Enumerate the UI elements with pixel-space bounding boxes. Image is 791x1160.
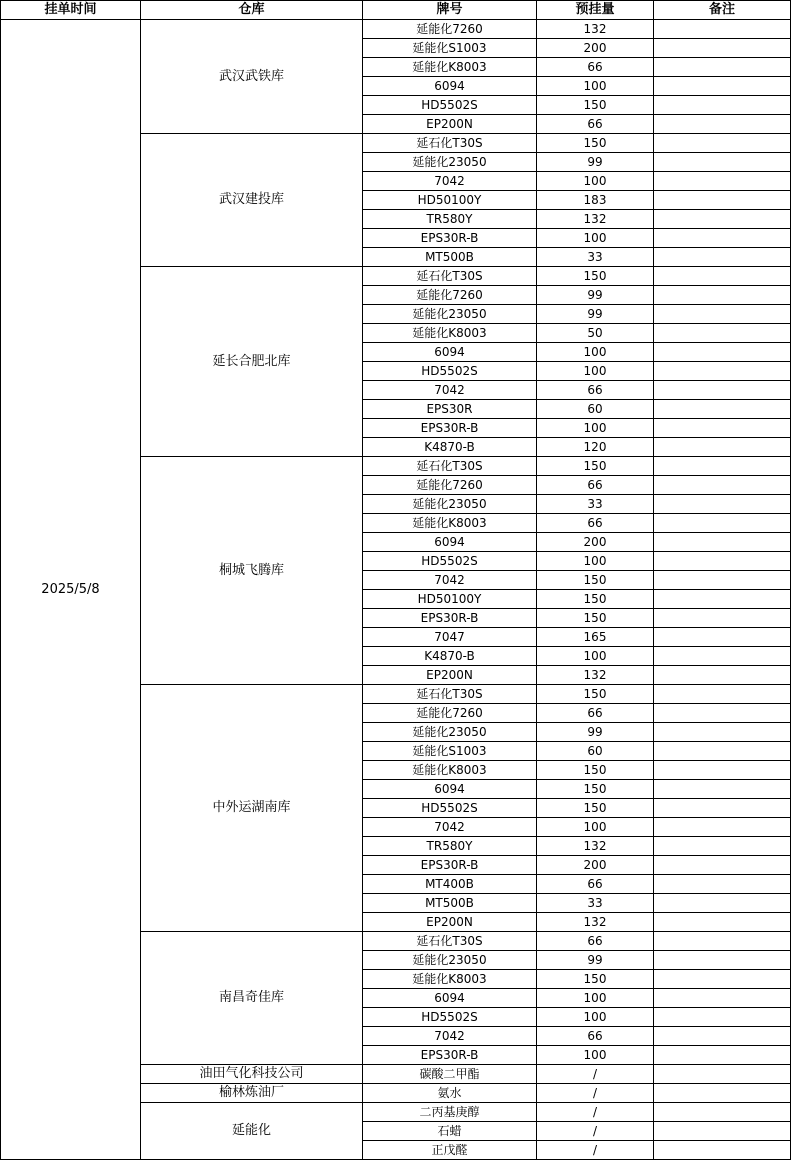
grade-cell[interactable]: 6094 <box>363 343 537 362</box>
quantity-cell[interactable]: 150 <box>537 685 654 704</box>
remark-cell[interactable] <box>654 742 791 761</box>
grade-cell[interactable]: HD5502S <box>363 96 537 115</box>
quantity-cell[interactable]: 33 <box>537 894 654 913</box>
grade-cell[interactable]: TR580Y <box>363 837 537 856</box>
grade-cell[interactable]: 延石化T30S <box>363 685 537 704</box>
grade-cell[interactable]: 7042 <box>363 818 537 837</box>
quantity-cell[interactable]: 150 <box>537 134 654 153</box>
quantity-cell[interactable]: 150 <box>537 267 654 286</box>
grade-cell[interactable]: EP200N <box>363 913 537 932</box>
quantity-cell[interactable]: 120 <box>537 438 654 457</box>
grade-cell[interactable]: 延石化T30S <box>363 267 537 286</box>
grade-cell[interactable]: HD5502S <box>363 552 537 571</box>
quantity-cell[interactable]: 100 <box>537 172 654 191</box>
remark-cell[interactable] <box>654 1122 791 1141</box>
grade-cell[interactable]: 延石化T30S <box>363 134 537 153</box>
quantity-cell[interactable]: 150 <box>537 96 654 115</box>
remark-cell[interactable] <box>654 172 791 191</box>
warehouse-cell[interactable]: 武汉建投库 <box>141 134 363 267</box>
remark-cell[interactable] <box>654 1046 791 1065</box>
remark-cell[interactable] <box>654 39 791 58</box>
remark-cell[interactable] <box>654 989 791 1008</box>
grade-cell[interactable]: HD5502S <box>363 362 537 381</box>
grade-cell[interactable]: 6094 <box>363 780 537 799</box>
quantity-cell[interactable]: 66 <box>537 704 654 723</box>
remark-cell[interactable] <box>654 267 791 286</box>
warehouse-cell[interactable]: 南昌奇佳库 <box>141 932 363 1065</box>
grade-cell[interactable]: EPS30R-B <box>363 229 537 248</box>
grade-cell[interactable]: 6094 <box>363 533 537 552</box>
quantity-cell[interactable]: / <box>537 1084 654 1103</box>
grade-cell[interactable]: 延能化7260 <box>363 476 537 495</box>
grade-cell[interactable]: 7042 <box>363 1027 537 1046</box>
quantity-cell[interactable]: 150 <box>537 761 654 780</box>
remark-cell[interactable] <box>654 438 791 457</box>
grade-cell[interactable]: 延能化23050 <box>363 951 537 970</box>
quantity-cell[interactable]: 99 <box>537 305 654 324</box>
grade-cell[interactable]: K4870-B <box>363 438 537 457</box>
remark-cell[interactable] <box>654 913 791 932</box>
quantity-cell[interactable]: / <box>537 1141 654 1160</box>
quantity-cell[interactable]: 100 <box>537 229 654 248</box>
grade-cell[interactable]: 延能化7260 <box>363 286 537 305</box>
grade-cell[interactable]: 7042 <box>363 381 537 400</box>
quantity-cell[interactable]: 100 <box>537 1008 654 1027</box>
header-row <box>1 1 791 20</box>
warehouse-cell[interactable]: 桐城飞腾库 <box>141 457 363 685</box>
remark-cell[interactable] <box>654 571 791 590</box>
quantity-cell[interactable]: 66 <box>537 932 654 951</box>
quantity-cell[interactable]: 150 <box>537 457 654 476</box>
table-body <box>1 20 791 1160</box>
remark-cell[interactable] <box>654 647 791 666</box>
grade-cell[interactable]: 延能化23050 <box>363 495 537 514</box>
grade-cell[interactable]: 6094 <box>363 77 537 96</box>
remark-cell[interactable] <box>654 210 791 229</box>
grade-cell[interactable]: 延能化7260 <box>363 704 537 723</box>
quantity-cell[interactable]: 33 <box>537 495 654 514</box>
remark-cell[interactable] <box>654 1065 791 1084</box>
quantity-cell[interactable]: 150 <box>537 780 654 799</box>
grade-cell[interactable]: HD50100Y <box>363 191 537 210</box>
grade-cell[interactable]: 7042 <box>363 571 537 590</box>
quantity-cell[interactable]: 183 <box>537 191 654 210</box>
quantity-cell[interactable]: 200 <box>537 533 654 552</box>
grade-cell[interactable]: MT500B <box>363 894 537 913</box>
quantity-cell[interactable]: 200 <box>537 856 654 875</box>
grade-cell[interactable]: EPS30R-B <box>363 856 537 875</box>
remark-cell[interactable] <box>654 704 791 723</box>
quantity-cell[interactable]: 50 <box>537 324 654 343</box>
grade-cell[interactable]: 延能化7260 <box>363 20 537 39</box>
quantity-cell[interactable]: 66 <box>537 514 654 533</box>
warehouse-cell[interactable]: 武汉武铁库 <box>141 20 363 134</box>
grade-cell[interactable]: MT500B <box>363 248 537 267</box>
warehouse-cell[interactable]: 榆林炼油厂 <box>141 1084 363 1103</box>
quantity-cell[interactable]: 200 <box>537 39 654 58</box>
grade-cell[interactable]: EPS30R-B <box>363 609 537 628</box>
quantity-cell[interactable]: 150 <box>537 609 654 628</box>
quantity-cell[interactable]: 100 <box>537 419 654 438</box>
grade-cell[interactable]: 石蜡 <box>363 1122 537 1141</box>
quantity-cell[interactable]: / <box>537 1122 654 1141</box>
quantity-cell[interactable]: 100 <box>537 647 654 666</box>
remark-cell[interactable] <box>654 495 791 514</box>
grade-cell[interactable]: 二丙基庚醇 <box>363 1103 537 1122</box>
quantity-cell[interactable]: 66 <box>537 1027 654 1046</box>
grade-cell[interactable]: HD50100Y <box>363 590 537 609</box>
quantity-cell[interactable]: 60 <box>537 742 654 761</box>
remark-cell[interactable] <box>654 818 791 837</box>
grade-cell[interactable]: 6094 <box>363 989 537 1008</box>
remark-cell[interactable] <box>654 419 791 438</box>
grade-cell[interactable]: 氨水 <box>363 1084 537 1103</box>
grade-cell[interactable]: HD5502S <box>363 1008 537 1027</box>
quantity-cell[interactable]: 66 <box>537 381 654 400</box>
grade-cell[interactable]: EP200N <box>363 115 537 134</box>
quantity-cell[interactable]: 99 <box>537 951 654 970</box>
header-quantity[interactable]: 预挂量 <box>537 1 654 20</box>
quantity-cell[interactable]: 132 <box>537 210 654 229</box>
header-remark[interactable]: 备注 <box>654 1 791 20</box>
grade-cell[interactable]: 7042 <box>363 172 537 191</box>
grade-cell[interactable]: 延能化K8003 <box>363 514 537 533</box>
remark-cell[interactable] <box>654 400 791 419</box>
quantity-cell[interactable]: 165 <box>537 628 654 647</box>
table-row <box>1 20 791 39</box>
header-grade[interactable]: 牌号 <box>363 1 537 20</box>
grade-cell[interactable]: 延石化T30S <box>363 457 537 476</box>
grade-cell[interactable]: 延能化S1003 <box>363 39 537 58</box>
grade-cell[interactable]: 延能化K8003 <box>363 970 537 989</box>
quantity-cell[interactable]: 150 <box>537 590 654 609</box>
quantity-cell[interactable]: 132 <box>537 666 654 685</box>
remark-cell[interactable] <box>654 628 791 647</box>
quantity-cell[interactable]: 100 <box>537 552 654 571</box>
remark-cell[interactable] <box>654 856 791 875</box>
remark-cell[interactable] <box>654 875 791 894</box>
remark-cell[interactable] <box>654 837 791 856</box>
remark-cell[interactable] <box>654 590 791 609</box>
remark-cell[interactable] <box>654 134 791 153</box>
grade-cell[interactable]: EPS30R-B <box>363 419 537 438</box>
remark-cell[interactable] <box>654 1103 791 1122</box>
warehouse-cell[interactable]: 延长合肥北库 <box>141 267 363 457</box>
remark-cell[interactable] <box>654 343 791 362</box>
quantity-cell[interactable]: 100 <box>537 343 654 362</box>
grade-cell[interactable]: MT400B <box>363 875 537 894</box>
remark-cell[interactable] <box>654 20 791 39</box>
remark-cell[interactable] <box>654 476 791 495</box>
remark-cell[interactable] <box>654 514 791 533</box>
remark-cell[interactable] <box>654 609 791 628</box>
quantity-cell[interactable]: 99 <box>537 723 654 742</box>
grade-cell[interactable]: EP200N <box>363 666 537 685</box>
grade-cell[interactable]: 延能化23050 <box>363 723 537 742</box>
remark-cell[interactable] <box>654 286 791 305</box>
remark-cell[interactable] <box>654 1084 791 1103</box>
quantity-cell[interactable]: 99 <box>537 286 654 305</box>
grade-cell[interactable]: 延能化23050 <box>363 153 537 172</box>
quantity-cell[interactable]: 100 <box>537 1046 654 1065</box>
remark-cell[interactable] <box>654 685 791 704</box>
remark-cell[interactable] <box>654 533 791 552</box>
warehouse-cell[interactable]: 油田气化科技公司 <box>141 1065 363 1084</box>
remark-cell[interactable] <box>654 951 791 970</box>
grade-cell[interactable]: 延能化K8003 <box>363 324 537 343</box>
grade-cell[interactable]: EPS30R-B <box>363 1046 537 1065</box>
grade-cell[interactable]: 延能化23050 <box>363 305 537 324</box>
remark-cell[interactable] <box>654 666 791 685</box>
remark-cell[interactable] <box>654 229 791 248</box>
quantity-cell[interactable]: 100 <box>537 989 654 1008</box>
remark-cell[interactable] <box>654 761 791 780</box>
quantity-cell[interactable]: 132 <box>537 20 654 39</box>
grade-cell[interactable]: 延能化K8003 <box>363 761 537 780</box>
remark-cell[interactable] <box>654 381 791 400</box>
remark-cell[interactable] <box>654 191 791 210</box>
remark-cell[interactable] <box>654 96 791 115</box>
remark-cell[interactable] <box>654 248 791 267</box>
grade-cell[interactable]: 碳酸二甲酯 <box>363 1065 537 1084</box>
grade-cell[interactable]: K4870-B <box>363 647 537 666</box>
quantity-cell[interactable]: 60 <box>537 400 654 419</box>
quantity-cell[interactable]: 100 <box>537 77 654 96</box>
quantity-cell[interactable]: 33 <box>537 248 654 267</box>
remark-cell[interactable] <box>654 1141 791 1160</box>
grade-cell[interactable]: 延能化K8003 <box>363 58 537 77</box>
remark-cell[interactable] <box>654 970 791 989</box>
quantity-cell[interactable]: 99 <box>537 153 654 172</box>
remark-cell[interactable] <box>654 457 791 476</box>
remark-cell[interactable] <box>654 1027 791 1046</box>
remark-cell[interactable] <box>654 324 791 343</box>
remark-cell[interactable] <box>654 153 791 172</box>
quantity-cell[interactable]: 100 <box>537 362 654 381</box>
grade-cell[interactable]: 延石化T30S <box>363 932 537 951</box>
quantity-cell[interactable]: 150 <box>537 571 654 590</box>
header-warehouse[interactable]: 仓库 <box>141 1 363 20</box>
warehouse-cell[interactable]: 延能化 <box>141 1103 363 1160</box>
remark-cell[interactable] <box>654 723 791 742</box>
quantity-cell[interactable]: 100 <box>537 818 654 837</box>
grade-cell[interactable]: HD5502S <box>363 799 537 818</box>
grade-cell[interactable]: 正戊醛 <box>363 1141 537 1160</box>
quantity-cell[interactable]: 66 <box>537 875 654 894</box>
remark-cell[interactable] <box>654 77 791 96</box>
remark-cell[interactable] <box>654 305 791 324</box>
remark-cell[interactable] <box>654 799 791 818</box>
quantity-cell[interactable]: / <box>537 1065 654 1084</box>
quantity-cell[interactable]: 132 <box>537 913 654 932</box>
remark-cell[interactable] <box>654 552 791 571</box>
header-date[interactable]: 挂单时间 <box>1 1 141 20</box>
quantity-cell[interactable]: 150 <box>537 799 654 818</box>
quantity-cell[interactable]: 66 <box>537 58 654 77</box>
remark-cell[interactable] <box>654 894 791 913</box>
quantity-cell[interactable]: 66 <box>537 115 654 134</box>
quantity-cell[interactable]: 66 <box>537 476 654 495</box>
quantity-cell[interactable]: 150 <box>537 970 654 989</box>
grade-cell[interactable]: 7047 <box>363 628 537 647</box>
listing-date-cell[interactable]: 2025/5/8 <box>1 20 141 1160</box>
warehouse-cell[interactable]: 中外运湖南库 <box>141 685 363 932</box>
grade-cell[interactable]: TR580Y <box>363 210 537 229</box>
remark-cell[interactable] <box>654 58 791 77</box>
remark-cell[interactable] <box>654 780 791 799</box>
remark-cell[interactable] <box>654 1008 791 1027</box>
remark-cell[interactable] <box>654 932 791 951</box>
quantity-cell[interactable]: 132 <box>537 837 654 856</box>
grade-cell[interactable]: EPS30R <box>363 400 537 419</box>
remark-cell[interactable] <box>654 115 791 134</box>
quantity-cell[interactable]: / <box>537 1103 654 1122</box>
grade-cell[interactable]: 延能化S1003 <box>363 742 537 761</box>
remark-cell[interactable] <box>654 362 791 381</box>
